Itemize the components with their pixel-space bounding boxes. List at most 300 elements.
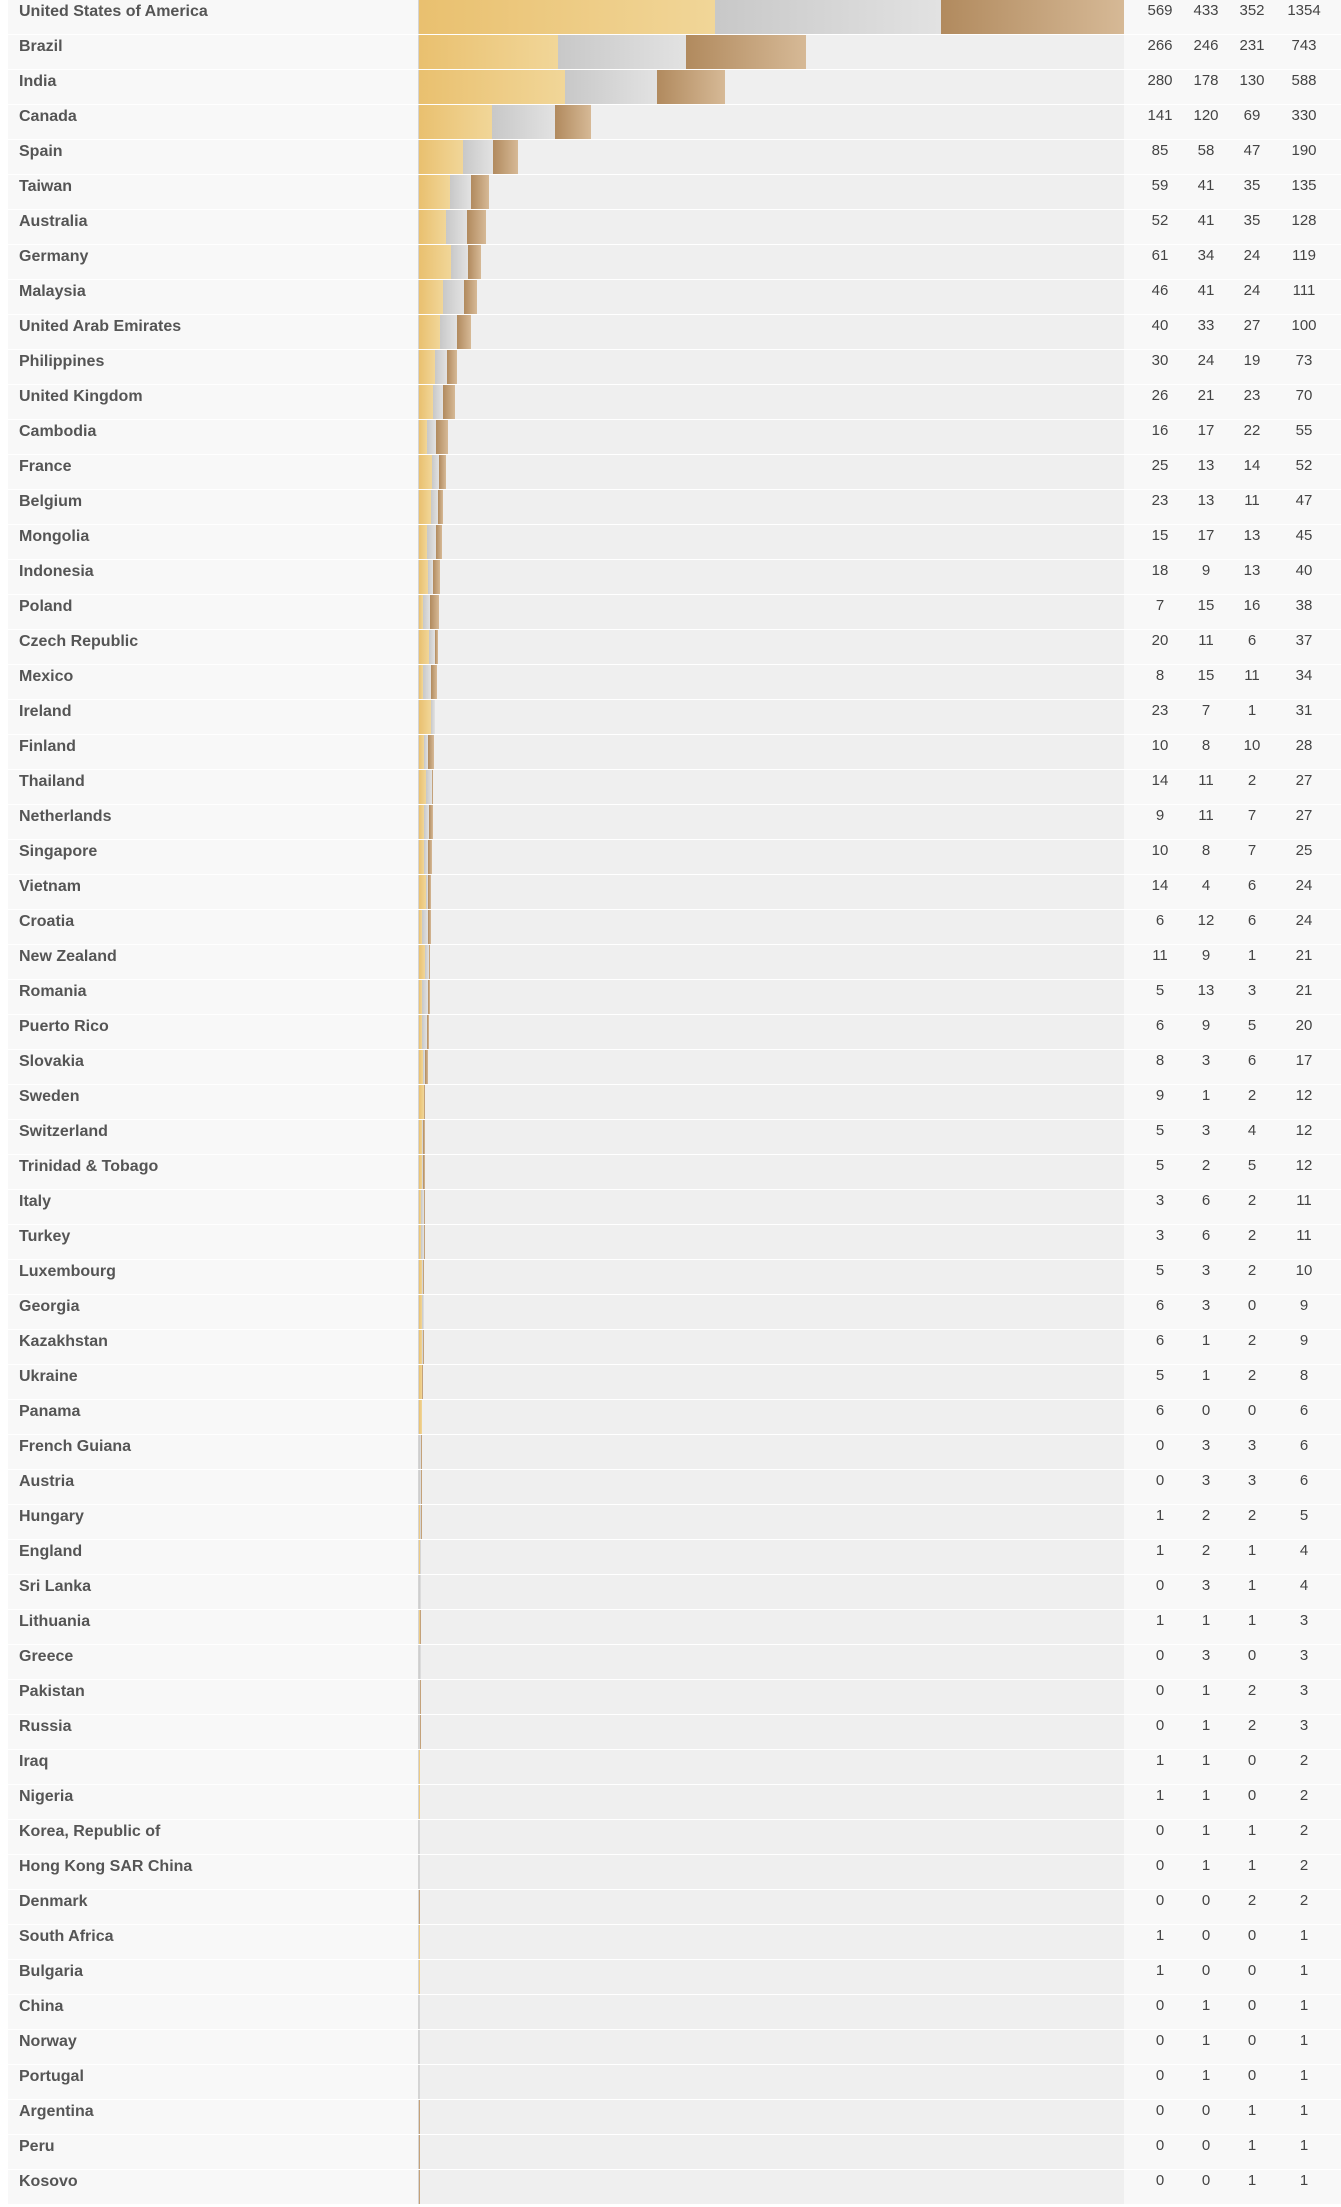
gold-count: 6 — [1155, 1297, 1165, 1314]
bar-track — [418, 140, 1124, 174]
medal-counts-cell — [1124, 980, 1341, 1014]
bronze-bar-segment — [419, 2135, 420, 2169]
silver-bar-segment — [435, 350, 448, 384]
total-count: 9 — [1299, 1332, 1309, 1349]
table-row — [8, 210, 1333, 245]
table-row — [8, 1155, 1333, 1190]
bronze-bar-segment — [429, 805, 433, 839]
bar-track — [418, 210, 1124, 244]
gold-count: 23 — [1151, 702, 1169, 719]
country-label-cell — [8, 980, 418, 1014]
bar-track — [418, 35, 1124, 69]
silver-bar-segment — [715, 0, 940, 34]
table-row — [8, 2170, 1333, 2205]
silver-count: 6 — [1201, 1227, 1211, 1244]
bronze-bar-segment — [423, 1330, 424, 1364]
silver-bar-segment — [419, 1645, 421, 1679]
gold-count: 0 — [1155, 2032, 1165, 2049]
bronze-count: 0 — [1247, 1647, 1257, 1664]
gold-bar-segment — [419, 700, 431, 734]
bar-track — [418, 1365, 1124, 1399]
table-row — [8, 1890, 1333, 1925]
medal-counts-cell — [1124, 1820, 1341, 1854]
bronze-count: 69 — [1243, 107, 1261, 124]
country-label-cell — [8, 1680, 418, 1714]
country-label: Denmark — [19, 1893, 88, 1910]
bronze-bar-segment — [686, 35, 806, 69]
silver-bar-segment — [440, 315, 457, 349]
silver-bar-segment — [423, 595, 431, 629]
gold-bar-segment — [419, 1925, 420, 1959]
medal-counts-cell — [1124, 1505, 1341, 1539]
total-count: 4 — [1299, 1542, 1309, 1559]
country-label: Taiwan — [19, 178, 73, 195]
medal-counts-cell — [1124, 770, 1341, 804]
country-label: Romania — [19, 983, 87, 1000]
country-label: Canada — [19, 108, 77, 125]
gold-count: 11 — [1152, 947, 1168, 964]
silver-count: 9 — [1201, 562, 1211, 579]
table-row — [8, 1680, 1333, 1715]
bronze-bar-segment — [443, 385, 455, 419]
medal-counts-cell — [1124, 1785, 1341, 1819]
bronze-bar-segment — [428, 735, 433, 769]
total-count: 2 — [1299, 1752, 1309, 1769]
bronze-bar-segment — [419, 2170, 420, 2204]
bronze-count: 3 — [1247, 1437, 1257, 1454]
silver-count: 3 — [1201, 1472, 1211, 1489]
table-row — [8, 105, 1333, 140]
bronze-count: 6 — [1247, 632, 1257, 649]
silver-bar-segment — [432, 455, 439, 489]
country-label: Sweden — [19, 1088, 80, 1105]
gold-count: 14 — [1151, 772, 1169, 789]
total-count: 40 — [1295, 562, 1313, 579]
gold-bar-segment — [419, 70, 565, 104]
silver-count: 0 — [1201, 1927, 1211, 1944]
gold-count: 6 — [1155, 1017, 1165, 1034]
country-label: Kazakhstan — [19, 1333, 108, 1350]
bronze-bar-segment — [421, 1505, 422, 1539]
medal-counts-cell — [1124, 385, 1341, 419]
bronze-count: 22 — [1243, 422, 1261, 439]
table-row — [8, 1365, 1333, 1400]
country-label: United Kingdom — [19, 388, 143, 405]
gold-bar-segment — [419, 630, 429, 664]
medal-counts-cell — [1124, 1085, 1341, 1119]
medal-counts-cell — [1124, 1365, 1341, 1399]
silver-count: 15 — [1197, 667, 1215, 684]
gold-bar-segment — [419, 210, 446, 244]
country-label-cell — [8, 910, 418, 944]
bar-track — [418, 1260, 1124, 1294]
table-row — [8, 1505, 1333, 1540]
medal-counts-cell — [1124, 1120, 1341, 1154]
bronze-bar-segment — [436, 420, 447, 454]
silver-count: 3 — [1201, 1262, 1211, 1279]
country-label: Finland — [19, 738, 76, 755]
bronze-count: 27 — [1243, 317, 1261, 334]
country-label-cell — [8, 455, 418, 489]
silver-count: 41 — [1197, 177, 1215, 194]
country-label: Mongolia — [19, 528, 90, 545]
total-count: 45 — [1295, 527, 1313, 544]
silver-count: 1 — [1201, 1822, 1211, 1839]
gold-count: 0 — [1155, 1892, 1165, 1909]
gold-bar-segment — [419, 875, 426, 909]
total-count: 37 — [1295, 632, 1313, 649]
bronze-bar-segment — [423, 1155, 426, 1189]
bar-track — [418, 455, 1124, 489]
table-row — [8, 700, 1333, 735]
gold-count: 1 — [1155, 1752, 1165, 1769]
total-count: 12 — [1295, 1087, 1313, 1104]
table-row — [8, 1225, 1333, 1260]
bronze-count: 0 — [1247, 1297, 1257, 1314]
silver-count: 1 — [1201, 1997, 1211, 2014]
bar-track — [418, 840, 1124, 874]
medal-counts-cell — [1124, 175, 1341, 209]
total-count: 2 — [1299, 1892, 1309, 1909]
gold-count: 5 — [1155, 1157, 1165, 1174]
bronze-bar-segment — [433, 560, 440, 594]
medal-counts-cell — [1124, 945, 1341, 979]
bronze-count: 352 — [1239, 2, 1265, 19]
bar-track — [418, 525, 1124, 559]
table-row — [8, 2030, 1333, 2065]
gold-count: 141 — [1147, 107, 1173, 124]
country-label-cell — [8, 315, 418, 349]
country-label: United States of America — [19, 3, 208, 20]
gold-count: 5 — [1155, 982, 1165, 999]
silver-bar-segment — [463, 140, 493, 174]
table-row — [8, 280, 1333, 315]
country-label: Portugal — [19, 2068, 84, 2085]
table-row — [8, 1050, 1333, 1085]
gold-bar-segment — [419, 1960, 420, 1994]
table-row — [8, 420, 1333, 455]
bar-track — [418, 1855, 1124, 1889]
country-label: Mexico — [19, 668, 74, 685]
silver-count: 12 — [1197, 912, 1215, 929]
silver-count: 4 — [1201, 877, 1211, 894]
total-count: 4 — [1299, 1577, 1309, 1594]
medal-counts-cell — [1124, 1470, 1341, 1504]
total-count: 1 — [1299, 1962, 1309, 1979]
silver-count: 3 — [1201, 1297, 1211, 1314]
country-label: Nigeria — [19, 1788, 74, 1805]
table-row — [8, 1645, 1333, 1680]
bar-track — [418, 1015, 1124, 1049]
country-label-cell — [8, 105, 418, 139]
silver-count: 7 — [1201, 702, 1211, 719]
silver-count: 3 — [1201, 1647, 1211, 1664]
country-label: Netherlands — [19, 808, 112, 825]
medal-counts-cell — [1124, 1540, 1341, 1574]
country-label-cell — [8, 210, 418, 244]
country-label-cell — [8, 280, 418, 314]
silver-count: 1 — [1201, 1857, 1211, 1874]
bronze-bar-segment — [439, 455, 446, 489]
total-count: 1 — [1299, 2032, 1309, 2049]
bar-track — [418, 945, 1124, 979]
silver-bar-segment — [422, 980, 429, 1014]
gold-count: 0 — [1155, 1577, 1165, 1594]
gold-bar-segment — [419, 770, 426, 804]
country-label-cell — [8, 1785, 418, 1819]
total-count: 135 — [1291, 177, 1317, 194]
silver-count: 21 — [1197, 387, 1215, 404]
bronze-bar-segment — [941, 0, 1124, 34]
medal-counts-cell — [1124, 1225, 1341, 1259]
silver-bar-segment — [446, 210, 467, 244]
bronze-bar-segment — [421, 1470, 423, 1504]
bronze-bar-segment — [423, 1120, 425, 1154]
gold-count: 5 — [1155, 1262, 1165, 1279]
bronze-count: 1 — [1247, 947, 1257, 964]
bronze-count: 7 — [1247, 807, 1257, 824]
silver-count: 8 — [1201, 737, 1211, 754]
country-label-cell — [8, 1925, 418, 1959]
gold-bar-segment — [419, 175, 450, 209]
medal-counts-cell — [1124, 1925, 1341, 1959]
bar-track — [418, 875, 1124, 909]
medal-counts-cell — [1124, 700, 1341, 734]
gold-bar-segment — [419, 0, 715, 34]
silver-count: 433 — [1193, 2, 1219, 19]
gold-count: 25 — [1151, 457, 1169, 474]
country-label-cell — [8, 700, 418, 734]
bar-track — [418, 1575, 1124, 1609]
table-row — [8, 2135, 1333, 2170]
bar-track — [418, 1960, 1124, 1994]
medal-counts-cell — [1124, 280, 1341, 314]
gold-count: 9 — [1155, 807, 1165, 824]
country-label: Vietnam — [19, 878, 81, 895]
bronze-bar-segment — [419, 2100, 420, 2134]
bronze-bar-segment — [420, 1610, 421, 1644]
bronze-bar-segment — [420, 1680, 421, 1714]
table-row — [8, 840, 1333, 875]
country-label-cell — [8, 1295, 418, 1329]
gold-count: 6 — [1155, 1332, 1165, 1349]
gold-count: 1 — [1155, 1927, 1165, 1944]
total-count: 9 — [1299, 1297, 1309, 1314]
silver-count: 1 — [1201, 1682, 1211, 1699]
table-row — [8, 315, 1333, 350]
gold-count: 30 — [1151, 352, 1169, 369]
medal-counts-cell — [1124, 1050, 1341, 1084]
table-row — [8, 35, 1333, 70]
medal-counts-cell — [1124, 560, 1341, 594]
country-label-cell — [8, 1435, 418, 1469]
country-label: Peru — [19, 2138, 55, 2155]
medal-counts-cell — [1124, 2170, 1341, 2204]
total-count: 28 — [1295, 737, 1313, 754]
bronze-count: 130 — [1239, 72, 1265, 89]
bar-track — [418, 490, 1124, 524]
country-label: Belgium — [19, 493, 83, 510]
silver-count: 2 — [1201, 1507, 1211, 1524]
total-count: 5 — [1299, 1507, 1309, 1524]
country-label: Lithuania — [19, 1613, 91, 1630]
total-count: 743 — [1291, 37, 1317, 54]
bronze-bar-segment — [421, 1575, 422, 1609]
bar-track — [418, 700, 1124, 734]
gold-count: 8 — [1155, 667, 1165, 684]
total-count: 588 — [1291, 72, 1317, 89]
silver-count: 41 — [1197, 212, 1215, 229]
bronze-bar-segment — [423, 1260, 424, 1294]
silver-count: 178 — [1193, 72, 1219, 89]
medal-counts-cell — [1124, 805, 1341, 839]
medal-counts-cell — [1124, 35, 1341, 69]
country-label-cell — [8, 2170, 418, 2204]
country-label: Philippines — [19, 353, 105, 370]
total-count: 111 — [1292, 282, 1316, 299]
bar-track — [418, 0, 1124, 34]
medal-counts-cell — [1124, 595, 1341, 629]
total-count: 12 — [1295, 1157, 1313, 1174]
medal-counts-cell — [1124, 1575, 1341, 1609]
table-row — [8, 490, 1333, 525]
country-label-cell — [8, 245, 418, 279]
medal-counts-cell — [1124, 350, 1341, 384]
country-label-cell — [8, 1645, 418, 1679]
bronze-count: 1 — [1247, 1822, 1257, 1839]
bar-track — [418, 1820, 1124, 1854]
silver-count: 13 — [1197, 457, 1215, 474]
bronze-bar-segment — [428, 980, 430, 1014]
medal-counts-cell — [1124, 630, 1341, 664]
gold-count: 15 — [1151, 527, 1169, 544]
bar-track — [418, 70, 1124, 104]
total-count: 3 — [1299, 1647, 1309, 1664]
bronze-count: 0 — [1247, 1927, 1257, 1944]
country-label-cell — [8, 1575, 418, 1609]
total-count: 6 — [1299, 1472, 1309, 1489]
total-count: 2 — [1299, 1822, 1309, 1839]
silver-count: 9 — [1201, 1017, 1211, 1034]
bronze-bar-segment — [424, 1190, 425, 1224]
bronze-bar-segment — [424, 1085, 425, 1119]
medal-counts-cell — [1124, 2030, 1341, 2064]
bronze-bar-segment — [657, 70, 725, 104]
country-label: England — [19, 1543, 83, 1560]
gold-count: 5 — [1155, 1122, 1165, 1139]
country-label: Bulgaria — [19, 1963, 84, 1980]
total-count: 330 — [1291, 107, 1317, 124]
silver-count: 1 — [1201, 1332, 1211, 1349]
bar-track — [418, 1050, 1124, 1084]
total-count: 100 — [1291, 317, 1317, 334]
country-label: Norway — [19, 2033, 77, 2050]
bronze-count: 6 — [1247, 1052, 1257, 1069]
table-row — [8, 1820, 1333, 1855]
gold-count: 10 — [1151, 737, 1169, 754]
bronze-bar-segment — [447, 350, 457, 384]
country-label-cell — [8, 35, 418, 69]
country-label: Brazil — [19, 38, 63, 55]
silver-count: 1 — [1201, 1787, 1211, 1804]
silver-bar-segment — [419, 2030, 420, 2064]
bronze-count: 2 — [1247, 1507, 1257, 1524]
bronze-count: 2 — [1247, 1192, 1257, 1209]
silver-count: 17 — [1197, 527, 1215, 544]
bronze-count: 13 — [1243, 527, 1261, 544]
bronze-bar-segment — [424, 1225, 425, 1259]
country-label-cell — [8, 1365, 418, 1399]
country-label-cell — [8, 1260, 418, 1294]
total-count: 25 — [1295, 842, 1313, 859]
table-row — [8, 1260, 1333, 1295]
gold-count: 23 — [1151, 492, 1169, 509]
total-count: 21 — [1295, 947, 1313, 964]
bronze-count: 3 — [1247, 1472, 1257, 1489]
table-row — [8, 1995, 1333, 2030]
country-label: Cambodia — [19, 423, 97, 440]
gold-count: 46 — [1151, 282, 1169, 299]
table-row — [8, 1295, 1333, 1330]
silver-count: 3 — [1201, 1437, 1211, 1454]
table-row — [8, 385, 1333, 420]
gold-count: 20 — [1151, 632, 1169, 649]
gold-count: 1 — [1155, 1507, 1165, 1524]
table-row — [8, 665, 1333, 700]
bar-track — [418, 560, 1124, 594]
bar-track — [418, 1645, 1124, 1679]
gold-count: 0 — [1155, 2172, 1165, 2189]
total-count: 52 — [1295, 457, 1313, 474]
gold-count: 0 — [1155, 2067, 1165, 2084]
country-label-cell — [8, 630, 418, 664]
total-count: 17 — [1295, 1052, 1313, 1069]
bronze-bar-segment — [467, 210, 485, 244]
gold-count: 266 — [1147, 37, 1173, 54]
silver-count: 6 — [1201, 1192, 1211, 1209]
bar-track — [418, 1085, 1124, 1119]
gold-count: 0 — [1155, 1857, 1165, 1874]
country-label: Korea, Republic of — [19, 1823, 161, 1840]
silver-bar-segment — [423, 665, 431, 699]
table-row — [8, 1750, 1333, 1785]
silver-count: 8 — [1201, 842, 1211, 859]
country-label-cell — [8, 1505, 418, 1539]
table-row — [8, 70, 1333, 105]
medal-counts-cell — [1124, 840, 1341, 874]
gold-bar-segment — [419, 490, 431, 524]
medal-counts-cell — [1124, 420, 1341, 454]
bar-track — [418, 1225, 1124, 1259]
silver-bar-segment — [420, 1750, 421, 1784]
bronze-count: 231 — [1239, 37, 1265, 54]
country-label: United Arab Emirates — [19, 318, 182, 335]
medal-counts-cell — [1124, 245, 1341, 279]
table-row — [8, 1400, 1333, 1435]
country-label-cell — [8, 1120, 418, 1154]
bronze-count: 1 — [1247, 2172, 1257, 2189]
country-label-cell — [8, 1750, 418, 1784]
gold-count: 14 — [1151, 877, 1169, 894]
gold-count: 0 — [1155, 1437, 1165, 1454]
bronze-bar-segment — [428, 840, 432, 874]
country-label-cell — [8, 525, 418, 559]
table-row — [8, 770, 1333, 805]
table-row — [8, 980, 1333, 1015]
table-row — [8, 1610, 1333, 1645]
gold-count: 0 — [1155, 1472, 1165, 1489]
bronze-bar-segment — [471, 175, 489, 209]
